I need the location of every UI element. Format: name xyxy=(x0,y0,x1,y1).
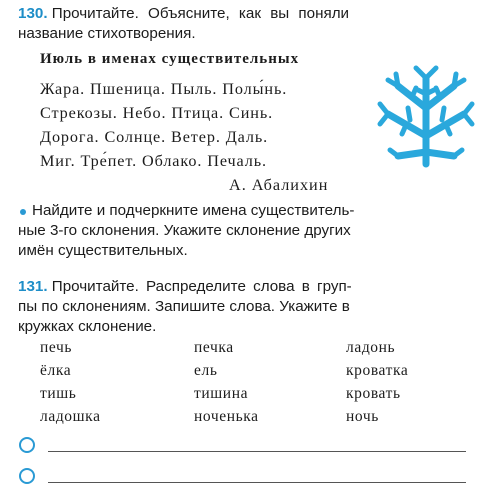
word-cell: ёлка xyxy=(40,362,72,379)
poem-line-3: Дорога. Солнце. Ветер. Даль. xyxy=(40,128,269,146)
subtask-line3: имён существительных. xyxy=(18,242,188,259)
ex131-heading-line1 xyxy=(18,277,352,297)
ex131-instruction-line2: пы по склонениям. Запишите слова. Укажите в xyxy=(18,298,350,315)
word-cell: кровать xyxy=(346,385,401,402)
word-cell: тишь xyxy=(40,385,77,402)
ex130-number: 130. xyxy=(18,5,48,22)
answer-line-1[interactable] xyxy=(48,451,466,452)
word-cell: ладошка xyxy=(40,408,101,425)
word-cell: ладонь xyxy=(346,339,396,356)
declension-circle-2[interactable] xyxy=(19,468,35,484)
ex130-instruction-line2: название стихотворения. xyxy=(18,25,196,42)
word-cell: тишина xyxy=(194,385,249,402)
declension-circle-1[interactable] xyxy=(19,437,35,453)
word-cell: ель xyxy=(194,362,218,379)
poem-line-1: Жара. Пшеница. Пыль. Полы́нь. xyxy=(40,80,288,98)
word-cell: ноченька xyxy=(194,408,259,425)
poem-line-2: Стрекозы. Небо. Птица. Синь. xyxy=(40,104,274,122)
poem-author: А. Абалихин xyxy=(229,176,329,194)
word-cell: печь xyxy=(40,339,73,356)
word-cell: кроватка xyxy=(346,362,409,379)
subtask-bullet xyxy=(20,209,26,215)
word-cell: ночь xyxy=(346,408,379,425)
poem-line-4: Миг. Тре́пет. Облако. Печаль. xyxy=(40,152,267,170)
ex131-instruction-line3: кружках склонение. xyxy=(18,318,157,335)
poem-title: Июль в именах существительных xyxy=(40,51,300,67)
ex131-instruction-line1: Прочитайте. Распределите слова в груп- xyxy=(51,278,352,295)
word-cell: печка xyxy=(194,339,234,356)
snowflake-leaf-icon xyxy=(376,64,476,170)
ex130-instruction-line1: Прочитайте. Объясните, как вы поняли xyxy=(51,5,350,22)
answer-line-2[interactable] xyxy=(48,482,466,483)
subtask-line2: ные 3-го склонения. Укажите склонение других xyxy=(18,222,351,239)
ex131-number: 131. xyxy=(18,278,48,295)
subtask-line1: Найдите и подчеркните имена существитель- xyxy=(32,202,355,219)
ex130-heading-line1 xyxy=(18,4,476,24)
